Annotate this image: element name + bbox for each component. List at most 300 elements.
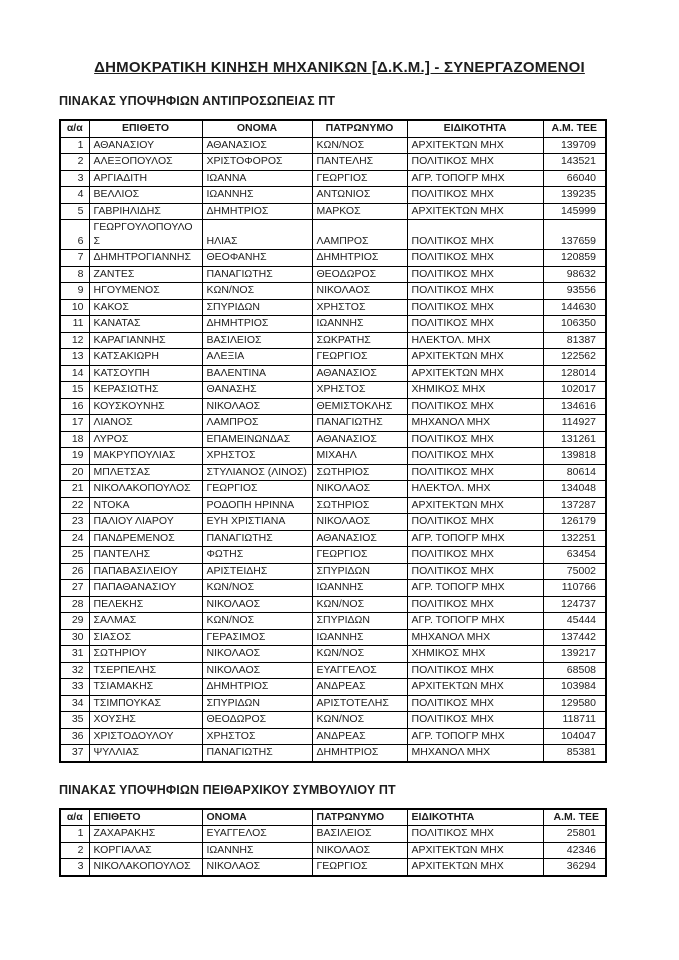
cell-patronymic: ΧΡΗΣΤΟΣ — [312, 382, 407, 399]
cell-firstname: ΧΡΗΣΤΟΣ — [202, 728, 312, 745]
cell-surname: ΖΑΝΤΕΣ — [89, 266, 202, 283]
cell-patronymic: ΑΘΑΝΑΣΙΟΣ — [312, 431, 407, 448]
cell-surname: ΝΙΚΟΛΑΚΟΠΟΥΛΟΣ — [89, 481, 202, 498]
cell-surname: ΣΙΑΣΟΣ — [89, 629, 202, 646]
cell-registry-number: 120859 — [543, 250, 606, 267]
cell-firstname: ΘΕΟΦΑΝΗΣ — [202, 250, 312, 267]
cell-firstname: ΝΙΚΟΛΑΟΣ — [202, 859, 312, 876]
cell-patronymic: ΘΕΜΙΣΤΟΚΛΗΣ — [312, 398, 407, 415]
cell-specialty: ΗΛΕΚΤΟΛ. ΜΗΧ — [407, 332, 543, 349]
cell-patronymic: ΚΩΝ/ΝΟΣ — [312, 137, 407, 154]
cell-index: 21 — [60, 481, 89, 498]
cell-patronymic: ΠΑΝΤΕΛΗΣ — [312, 154, 407, 171]
cell-firstname: ΓΕΩΡΓΙΟΣ — [202, 481, 312, 498]
cell-specialty: ΠΟΛΙΤΙΚΟΣ ΜΗΧ — [407, 695, 543, 712]
cell-firstname: ΔΗΜΗΤΡΙΟΣ — [202, 679, 312, 696]
cell-firstname: ΘΑΝΑΣΗΣ — [202, 382, 312, 399]
cell-firstname: ΝΙΚΟΛΑΟΣ — [202, 398, 312, 415]
table-row — [60, 514, 606, 531]
cell-surname: ΠΑΝΔΡΕΜΕΝΟΣ — [89, 530, 202, 547]
cell-registry-number: 68508 — [543, 662, 606, 679]
cell-patronymic: ΣΠΥΡΙΔΩΝ — [312, 613, 407, 630]
cell-index: 15 — [60, 382, 89, 399]
column-header-registry-number: Α.Μ. ΤΕΕ — [543, 120, 606, 137]
cell-patronymic: ΧΡΗΣΤΟΣ — [312, 299, 407, 316]
cell-index: 3 — [60, 859, 89, 876]
cell-registry-number: 122562 — [543, 349, 606, 366]
cell-surname: ΠΑΠΑΘΑΝΑΣΙΟΥ — [89, 580, 202, 597]
cell-specialty: ΠΟΛΙΤΙΚΟΣ ΜΗΧ — [407, 154, 543, 171]
table-row — [60, 646, 606, 663]
cell-patronymic: ΘΕΟΔΩΡΟΣ — [312, 266, 407, 283]
cell-surname: ΝΙΚΟΛΑΚΟΠΟΥΛΟΣ — [89, 859, 202, 876]
cell-specialty: ΜΗΧΑΝΟΛ ΜΗΧ — [407, 629, 543, 646]
document-title: ΔΗΜΟΚΡΑΤΙΚΗ ΚΙΝΗΣΗ ΜΗΧΑΝΙΚΩΝ [Δ.Κ.Μ.] - ΣΥΝΕΡΓΑΖΟΜΕΝΟΙ — [94, 59, 585, 76]
cell-index: 34 — [60, 695, 89, 712]
table-row — [60, 266, 606, 283]
cell-surname: ΠΑΝΤΕΛΗΣ — [89, 547, 202, 564]
cell-index: 17 — [60, 415, 89, 432]
cell-surname: ΤΣΕΡΠΕΛΗΣ — [89, 662, 202, 679]
column-header-index: α/α — [60, 120, 89, 137]
cell-patronymic: ΠΑΝΑΓΙΩΤΗΣ — [312, 415, 407, 432]
cell-patronymic: ΣΩΤΗΡΙΟΣ — [312, 497, 407, 514]
cell-registry-number: 63454 — [543, 547, 606, 564]
cell-patronymic: ΓΕΩΡΓΙΟΣ — [312, 547, 407, 564]
table-row — [60, 170, 606, 187]
cell-index: 5 — [60, 203, 89, 220]
cell-specialty: ΑΡΧΙΤΕΚΤΩΝ ΜΗΧ — [407, 349, 543, 366]
cell-registry-number: 128014 — [543, 365, 606, 382]
cell-specialty: ΠΟΛΙΤΙΚΟΣ ΜΗΧ — [407, 187, 543, 204]
cell-specialty: ΑΡΧΙΤΕΚΤΩΝ ΜΗΧ — [407, 365, 543, 382]
cell-surname: ΨΥΛΛΙΑΣ — [89, 745, 202, 762]
table-body — [60, 826, 606, 876]
column-header-surname: ΕΠΙΘΕΤΟ — [89, 809, 202, 826]
cell-patronymic: ΓΕΩΡΓΙΟΣ — [312, 349, 407, 366]
column-header-index: α/α — [60, 809, 89, 826]
cell-firstname: ΧΡΗΣΤΟΣ — [202, 448, 312, 465]
cell-index: 22 — [60, 497, 89, 514]
cell-specialty: ΠΟΛΙΤΙΚΟΣ ΜΗΧ — [407, 250, 543, 267]
cell-patronymic: ΝΙΚΟΛΑΟΣ — [312, 283, 407, 300]
column-header-patronymic: ΠΑΤΡΩΝΥΜΟ — [312, 809, 407, 826]
cell-registry-number: 98632 — [543, 266, 606, 283]
cell-registry-number: 106350 — [543, 316, 606, 333]
cell-specialty: ΠΟΛΙΤΙΚΟΣ ΜΗΧ — [407, 299, 543, 316]
table-row — [60, 695, 606, 712]
disciplinary-table-caption: ΠΙΝΑΚΑΣ ΥΠΟΨΗΦΙΩΝ ΠΕΙΘΑΡΧΙΚΟΥ ΣΥΜΒΟΥΛΙΟΥ ΠΤ — [59, 782, 396, 797]
cell-index: 1 — [60, 826, 89, 843]
cell-specialty: ΑΓΡ. ΤΟΠΟΓΡ ΜΗΧ — [407, 170, 543, 187]
cell-firstname: ΚΩΝ/ΝΟΣ — [202, 613, 312, 630]
cell-patronymic: ΓΕΩΡΓΙΟΣ — [312, 170, 407, 187]
cell-specialty: ΠΟΛΙΤΙΚΟΣ ΜΗΧ — [407, 596, 543, 613]
table-row — [60, 728, 606, 745]
cell-specialty: ΠΟΛΙΤΙΚΟΣ ΜΗΧ — [407, 547, 543, 564]
cell-firstname: ΑΘΑΝΑΣΙΟΣ — [202, 137, 312, 154]
cell-firstname: ΒΑΣΙΛΕΙΟΣ — [202, 332, 312, 349]
column-header-specialty: ΕΙΔΙΚΟΤΗΤΑ — [407, 809, 543, 826]
table-row — [60, 332, 606, 349]
cell-patronymic: ΛΑΜΠΡΟΣ — [312, 220, 407, 250]
cell-firstname: ΚΩΝ/ΝΟΣ — [202, 283, 312, 300]
cell-index: 2 — [60, 154, 89, 171]
column-header-firstname: ΟΝΟΜΑ — [202, 809, 312, 826]
cell-index: 36 — [60, 728, 89, 745]
cell-firstname: ΧΡΙΣΤΟΦΟΡΟΣ — [202, 154, 312, 171]
cell-index: 19 — [60, 448, 89, 465]
table-row — [60, 415, 606, 432]
cell-firstname: ΠΑΝΑΓΙΩΤΗΣ — [202, 530, 312, 547]
table-row — [60, 596, 606, 613]
cell-surname: ΣΩΤΗΡΙΟΥ — [89, 646, 202, 663]
cell-registry-number: 137442 — [543, 629, 606, 646]
cell-index: 31 — [60, 646, 89, 663]
cell-specialty: ΠΟΛΙΤΙΚΟΣ ΜΗΧ — [407, 220, 543, 250]
table-header — [60, 120, 606, 137]
cell-surname: ΚΑΡΑΓΙΑΝΝΗΣ — [89, 332, 202, 349]
cell-surname: ΔΗΜΗΤΡΟΓΙΑΝΝΗΣ — [89, 250, 202, 267]
cell-registry-number: 137659 — [543, 220, 606, 250]
table-row — [60, 662, 606, 679]
cell-patronymic: ΙΩΑΝΝΗΣ — [312, 316, 407, 333]
table-header-row — [60, 809, 606, 826]
table-row — [60, 464, 606, 481]
cell-firstname: ΝΙΚΟΛΑΟΣ — [202, 646, 312, 663]
cell-index: 14 — [60, 365, 89, 382]
table-row — [60, 250, 606, 267]
cell-patronymic: ΚΩΝ/ΝΟΣ — [312, 646, 407, 663]
cell-surname: ΛΙΑΝΟΣ — [89, 415, 202, 432]
cell-patronymic: ΚΩΝ/ΝΟΣ — [312, 596, 407, 613]
table-row — [60, 398, 606, 415]
cell-patronymic: ΜΙΧΑΗΛ — [312, 448, 407, 465]
cell-patronymic: ΓΕΩΡΓΙΟΣ — [312, 859, 407, 876]
cell-surname: ΛΥΡΟΣ — [89, 431, 202, 448]
cell-surname: ΧΟΥΣΗΣ — [89, 712, 202, 729]
cell-firstname: ΘΕΟΔΩΡΟΣ — [202, 712, 312, 729]
cell-registry-number: 66040 — [543, 170, 606, 187]
cell-firstname: ΠΑΝΑΓΙΩΤΗΣ — [202, 745, 312, 762]
cell-registry-number: 139709 — [543, 137, 606, 154]
table-row — [60, 203, 606, 220]
cell-index: 27 — [60, 580, 89, 597]
cell-specialty: ΠΟΛΙΤΙΚΟΣ ΜΗΧ — [407, 283, 543, 300]
cell-patronymic: ΣΠΥΡΙΔΩΝ — [312, 563, 407, 580]
table-row — [60, 679, 606, 696]
cell-specialty: ΠΟΛΙΤΙΚΟΣ ΜΗΧ — [407, 448, 543, 465]
cell-registry-number: 139235 — [543, 187, 606, 204]
cell-firstname: ΑΛΕΞΙΑ — [202, 349, 312, 366]
cell-firstname: ΕΠΑΜΕΙΝΩΝΔΑΣ — [202, 431, 312, 448]
cell-registry-number: 124737 — [543, 596, 606, 613]
cell-firstname: ΡΟΔΟΠΗ ΗΡΙΝΝΑ — [202, 497, 312, 514]
cell-index: 26 — [60, 563, 89, 580]
cell-surname: ΑΛΕΞΟΠΟΥΛΟΣ — [89, 154, 202, 171]
cell-index: 23 — [60, 514, 89, 531]
cell-specialty: ΠΟΛΙΤΙΚΟΣ ΜΗΧ — [407, 662, 543, 679]
cell-surname: ΤΣΙΜΠΟΥΚΑΣ — [89, 695, 202, 712]
cell-specialty: ΠΟΛΙΤΙΚΟΣ ΜΗΧ — [407, 826, 543, 843]
cell-registry-number: 80614 — [543, 464, 606, 481]
representation-candidates-table — [59, 119, 607, 763]
cell-surname: ΧΡΙΣΤΟΔΟΥΛΟΥ — [89, 728, 202, 745]
table-body — [60, 137, 606, 762]
cell-surname: ΚΑΤΣΑΚΙΩΡΗ — [89, 349, 202, 366]
cell-surname: ΓΑΒΡΙΗΛΙΔΗΣ — [89, 203, 202, 220]
cell-index: 35 — [60, 712, 89, 729]
cell-index: 33 — [60, 679, 89, 696]
table-header — [60, 809, 606, 826]
cell-specialty: ΠΟΛΙΤΙΚΟΣ ΜΗΧ — [407, 514, 543, 531]
cell-index: 3 — [60, 170, 89, 187]
table-row — [60, 349, 606, 366]
cell-patronymic: ΣΩΤΗΡΙΟΣ — [312, 464, 407, 481]
table-row — [60, 220, 606, 250]
cell-index: 37 — [60, 745, 89, 762]
cell-surname: ΜΠΛΕΤΣΑΣ — [89, 464, 202, 481]
cell-surname: ΤΣΙΑΜΑΚΗΣ — [89, 679, 202, 696]
cell-specialty: ΑΡΧΙΤΕΚΤΩΝ ΜΗΧ — [407, 859, 543, 876]
cell-surname: ΖΑΧΑΡΑΚΗΣ — [89, 826, 202, 843]
cell-registry-number: 126179 — [543, 514, 606, 531]
cell-surname: ΚΑΚΟΣ — [89, 299, 202, 316]
table-row — [60, 497, 606, 514]
cell-patronymic: ΜΑΡΚΟΣ — [312, 203, 407, 220]
disciplinary-council-section — [0, 783, 679, 877]
cell-index: 12 — [60, 332, 89, 349]
cell-firstname: ΚΩΝ/ΝΟΣ — [202, 580, 312, 597]
cell-surname: ΠΕΛΕΚΗΣ — [89, 596, 202, 613]
cell-registry-number: 102017 — [543, 382, 606, 399]
representation-table-caption: ΠΙΝΑΚΑΣ ΥΠΟΨΗΦΙΩΝ ΑΝΤΙΠΡΟΣΩΠΕΙΑΣ ΠΤ — [59, 94, 336, 108]
cell-firstname: ΦΩΤΗΣ — [202, 547, 312, 564]
cell-firstname: ΝΙΚΟΛΑΟΣ — [202, 662, 312, 679]
cell-index: 2 — [60, 842, 89, 859]
table-header-row — [60, 120, 606, 137]
cell-patronymic: ΔΗΜΗΤΡΙΟΣ — [312, 250, 407, 267]
cell-surname: ΚΟΡΓΙΑΛΑΣ — [89, 842, 202, 859]
cell-registry-number: 42346 — [543, 842, 606, 859]
cell-patronymic: ΙΩΑΝΝΗΣ — [312, 580, 407, 597]
cell-patronymic: ΑΝΔΡΕΑΣ — [312, 728, 407, 745]
cell-patronymic: ΕΥΑΓΓΕΛΟΣ — [312, 662, 407, 679]
cell-index: 7 — [60, 250, 89, 267]
column-header-firstname: ΟΝΟΜΑ — [202, 120, 312, 137]
column-header-surname: ΕΠΙΘΕΤΟ — [89, 120, 202, 137]
cell-index: 11 — [60, 316, 89, 333]
table-row — [60, 382, 606, 399]
cell-firstname: ΑΡΙΣΤΕΙΔΗΣ — [202, 563, 312, 580]
cell-specialty: ΧΗΜΙΚΟΣ ΜΗΧ — [407, 382, 543, 399]
table-row — [60, 154, 606, 171]
table-row — [60, 481, 606, 498]
cell-patronymic: ΑΡΙΣΤΟΤΕΛΗΣ — [312, 695, 407, 712]
cell-index: 4 — [60, 187, 89, 204]
cell-specialty: ΧΗΜΙΚΟΣ ΜΗΧ — [407, 646, 543, 663]
table-row — [60, 448, 606, 465]
cell-specialty: ΠΟΛΙΤΙΚΟΣ ΜΗΧ — [407, 316, 543, 333]
cell-index: 29 — [60, 613, 89, 630]
cell-surname: ΠΑΠΑΒΑΣΙΛΕΙΟΥ — [89, 563, 202, 580]
cell-registry-number: 137287 — [543, 497, 606, 514]
cell-surname: ΣΑΛΜΑΣ — [89, 613, 202, 630]
cell-specialty: ΠΟΛΙΤΙΚΟΣ ΜΗΧ — [407, 398, 543, 415]
cell-firstname: ΙΩΑΝΝΑ — [202, 170, 312, 187]
table-row — [60, 712, 606, 729]
cell-patronymic: ΑΘΑΝΑΣΙΟΣ — [312, 530, 407, 547]
cell-specialty: ΗΛΕΚΤΟΛ. ΜΗΧ — [407, 481, 543, 498]
cell-registry-number: 25801 — [543, 826, 606, 843]
cell-surname: ΓΕΩΡΓΟΥΛΟΠΟΥΛΟΣ — [89, 220, 202, 250]
cell-surname: ΒΕΛΛΙΟΣ — [89, 187, 202, 204]
cell-specialty: ΑΓΡ. ΤΟΠΟΓΡ ΜΗΧ — [407, 613, 543, 630]
cell-registry-number: 145999 — [543, 203, 606, 220]
cell-registry-number: 81387 — [543, 332, 606, 349]
table-row — [60, 365, 606, 382]
cell-firstname: ΣΤΥΛΙΑΝΟΣ (ΛΙΝΟΣ) — [202, 464, 312, 481]
cell-specialty: ΑΡΧΙΤΕΚΤΩΝ ΜΗΧ — [407, 842, 543, 859]
table-row — [60, 283, 606, 300]
cell-index: 1 — [60, 137, 89, 154]
cell-specialty: ΠΟΛΙΤΙΚΟΣ ΜΗΧ — [407, 431, 543, 448]
cell-patronymic: ΒΑΣΙΛΕΙΟΣ — [312, 826, 407, 843]
cell-firstname: ΙΩΑΝΝΗΣ — [202, 187, 312, 204]
cell-specialty: ΑΡΧΙΤΕΚΤΩΝ ΜΗΧ — [407, 497, 543, 514]
cell-registry-number: 143521 — [543, 154, 606, 171]
cell-index: 16 — [60, 398, 89, 415]
cell-registry-number: 114927 — [543, 415, 606, 432]
cell-index: 9 — [60, 283, 89, 300]
cell-index: 24 — [60, 530, 89, 547]
cell-surname: ΜΑΚΡΥΠΟΥΛΙΑΣ — [89, 448, 202, 465]
table-row — [60, 547, 606, 564]
cell-firstname: ΛΑΜΠΡΟΣ — [202, 415, 312, 432]
cell-surname: ΚΑΤΣΟΥΠΗ — [89, 365, 202, 382]
cell-specialty: ΑΓΡ. ΤΟΠΟΓΡ ΜΗΧ — [407, 530, 543, 547]
cell-registry-number: 118711 — [543, 712, 606, 729]
representation-candidates-section — [0, 94, 679, 763]
cell-index: 10 — [60, 299, 89, 316]
cell-specialty: ΠΟΛΙΤΙΚΟΣ ΜΗΧ — [407, 464, 543, 481]
cell-index: 32 — [60, 662, 89, 679]
cell-surname: ΚΕΡΑΣΙΩΤΗΣ — [89, 382, 202, 399]
cell-index: 28 — [60, 596, 89, 613]
cell-index: 20 — [60, 464, 89, 481]
cell-firstname: ΓΕΡΑΣΙΜΟΣ — [202, 629, 312, 646]
cell-registry-number: 36294 — [543, 859, 606, 876]
cell-specialty: ΠΟΛΙΤΙΚΟΣ ΜΗΧ — [407, 563, 543, 580]
column-header-patronymic: ΠΑΤΡΩΝΥΜΟ — [312, 120, 407, 137]
table-row — [60, 299, 606, 316]
cell-registry-number: 129580 — [543, 695, 606, 712]
cell-registry-number: 93556 — [543, 283, 606, 300]
cell-firstname: ΗΛΙΑΣ — [202, 220, 312, 250]
cell-specialty: ΠΟΛΙΤΙΚΟΣ ΜΗΧ — [407, 712, 543, 729]
cell-patronymic: ΑΝΤΩΝΙΟΣ — [312, 187, 407, 204]
cell-patronymic: ΑΘΑΝΑΣΙΟΣ — [312, 365, 407, 382]
table-row — [60, 613, 606, 630]
cell-firstname: ΠΑΝΑΓΙΩΤΗΣ — [202, 266, 312, 283]
cell-firstname: ΕΥΗ ΧΡΙΣΤΙΑΝΑ — [202, 514, 312, 531]
cell-registry-number: 45444 — [543, 613, 606, 630]
cell-patronymic: ΙΩΑΝΝΗΣ — [312, 629, 407, 646]
cell-firstname: ΙΩΑΝΝΗΣ — [202, 842, 312, 859]
cell-surname: ΑΡΓΙΑΔΙΤΗ — [89, 170, 202, 187]
cell-registry-number: 75002 — [543, 563, 606, 580]
cell-surname: ΗΓΟΥΜΕΝΟΣ — [89, 283, 202, 300]
cell-firstname: ΔΗΜΗΤΡΙΟΣ — [202, 316, 312, 333]
disciplinary-council-candidates-table — [59, 808, 607, 877]
table-row — [60, 431, 606, 448]
cell-index: 18 — [60, 431, 89, 448]
cell-registry-number: 110766 — [543, 580, 606, 597]
cell-specialty: ΜΗΧΑΝΟΛ ΜΗΧ — [407, 415, 543, 432]
cell-patronymic: ΑΝΔΡΕΑΣ — [312, 679, 407, 696]
cell-registry-number: 85381 — [543, 745, 606, 762]
cell-patronymic: ΚΩΝ/ΝΟΣ — [312, 712, 407, 729]
cell-index: 6 — [60, 220, 89, 250]
cell-index: 13 — [60, 349, 89, 366]
cell-registry-number: 139818 — [543, 448, 606, 465]
cell-firstname: ΝΙΚΟΛΑΟΣ — [202, 596, 312, 613]
cell-surname: ΝΤΟΚΑ — [89, 497, 202, 514]
cell-patronymic: ΝΙΚΟΛΑΟΣ — [312, 842, 407, 859]
cell-firstname: ΣΠΥΡΙΔΩΝ — [202, 695, 312, 712]
cell-patronymic: ΝΙΚΟΛΑΟΣ — [312, 514, 407, 531]
cell-registry-number: 104047 — [543, 728, 606, 745]
table-row — [60, 745, 606, 762]
cell-firstname: ΕΥΑΓΓΕΛΟΣ — [202, 826, 312, 843]
cell-firstname: ΣΠΥΡΙΔΩΝ — [202, 299, 312, 316]
cell-specialty: ΑΡΧΙΤΕΚΤΩΝ ΜΗΧ — [407, 137, 543, 154]
cell-patronymic: ΣΩΚΡΑΤΗΣ — [312, 332, 407, 349]
cell-index: 30 — [60, 629, 89, 646]
table-row — [60, 137, 606, 154]
table-row — [60, 629, 606, 646]
cell-surname: ΚΟΥΣΚΟΥΝΗΣ — [89, 398, 202, 415]
cell-firstname: ΒΑΛΕΝΤΙΝΑ — [202, 365, 312, 382]
column-header-registry-number: Α.Μ. ΤΕΕ — [543, 809, 606, 826]
table-row — [60, 826, 606, 843]
table-row — [60, 580, 606, 597]
cell-registry-number: 139217 — [543, 646, 606, 663]
cell-specialty: ΑΓΡ. ΤΟΠΟΓΡ ΜΗΧ — [407, 728, 543, 745]
cell-specialty: ΠΟΛΙΤΙΚΟΣ ΜΗΧ — [407, 266, 543, 283]
cell-registry-number: 131261 — [543, 431, 606, 448]
cell-index: 8 — [60, 266, 89, 283]
table-row — [60, 859, 606, 876]
cell-specialty: ΜΗΧΑΝΟΛ ΜΗΧ — [407, 745, 543, 762]
cell-surname: ΚΑΝΑΤΑΣ — [89, 316, 202, 333]
table-row — [60, 316, 606, 333]
cell-registry-number: 144630 — [543, 299, 606, 316]
cell-patronymic: ΝΙΚΟΛΑΟΣ — [312, 481, 407, 498]
cell-surname: ΑΘΑΝΑΣΙΟΥ — [89, 137, 202, 154]
cell-index: 25 — [60, 547, 89, 564]
cell-registry-number: 134048 — [543, 481, 606, 498]
cell-specialty: ΑΡΧΙΤΕΚΤΩΝ ΜΗΧ — [407, 203, 543, 220]
cell-registry-number: 134616 — [543, 398, 606, 415]
cell-specialty: ΑΓΡ. ΤΟΠΟΓΡ ΜΗΧ — [407, 580, 543, 597]
cell-specialty: ΑΡΧΙΤΕΚΤΩΝ ΜΗΧ — [407, 679, 543, 696]
cell-patronymic: ΔΗΜΗΤΡΙΟΣ — [312, 745, 407, 762]
column-header-specialty: ΕΙΔΙΚΟΤΗΤΑ — [407, 120, 543, 137]
cell-registry-number: 132251 — [543, 530, 606, 547]
table-row — [60, 842, 606, 859]
table-row — [60, 563, 606, 580]
